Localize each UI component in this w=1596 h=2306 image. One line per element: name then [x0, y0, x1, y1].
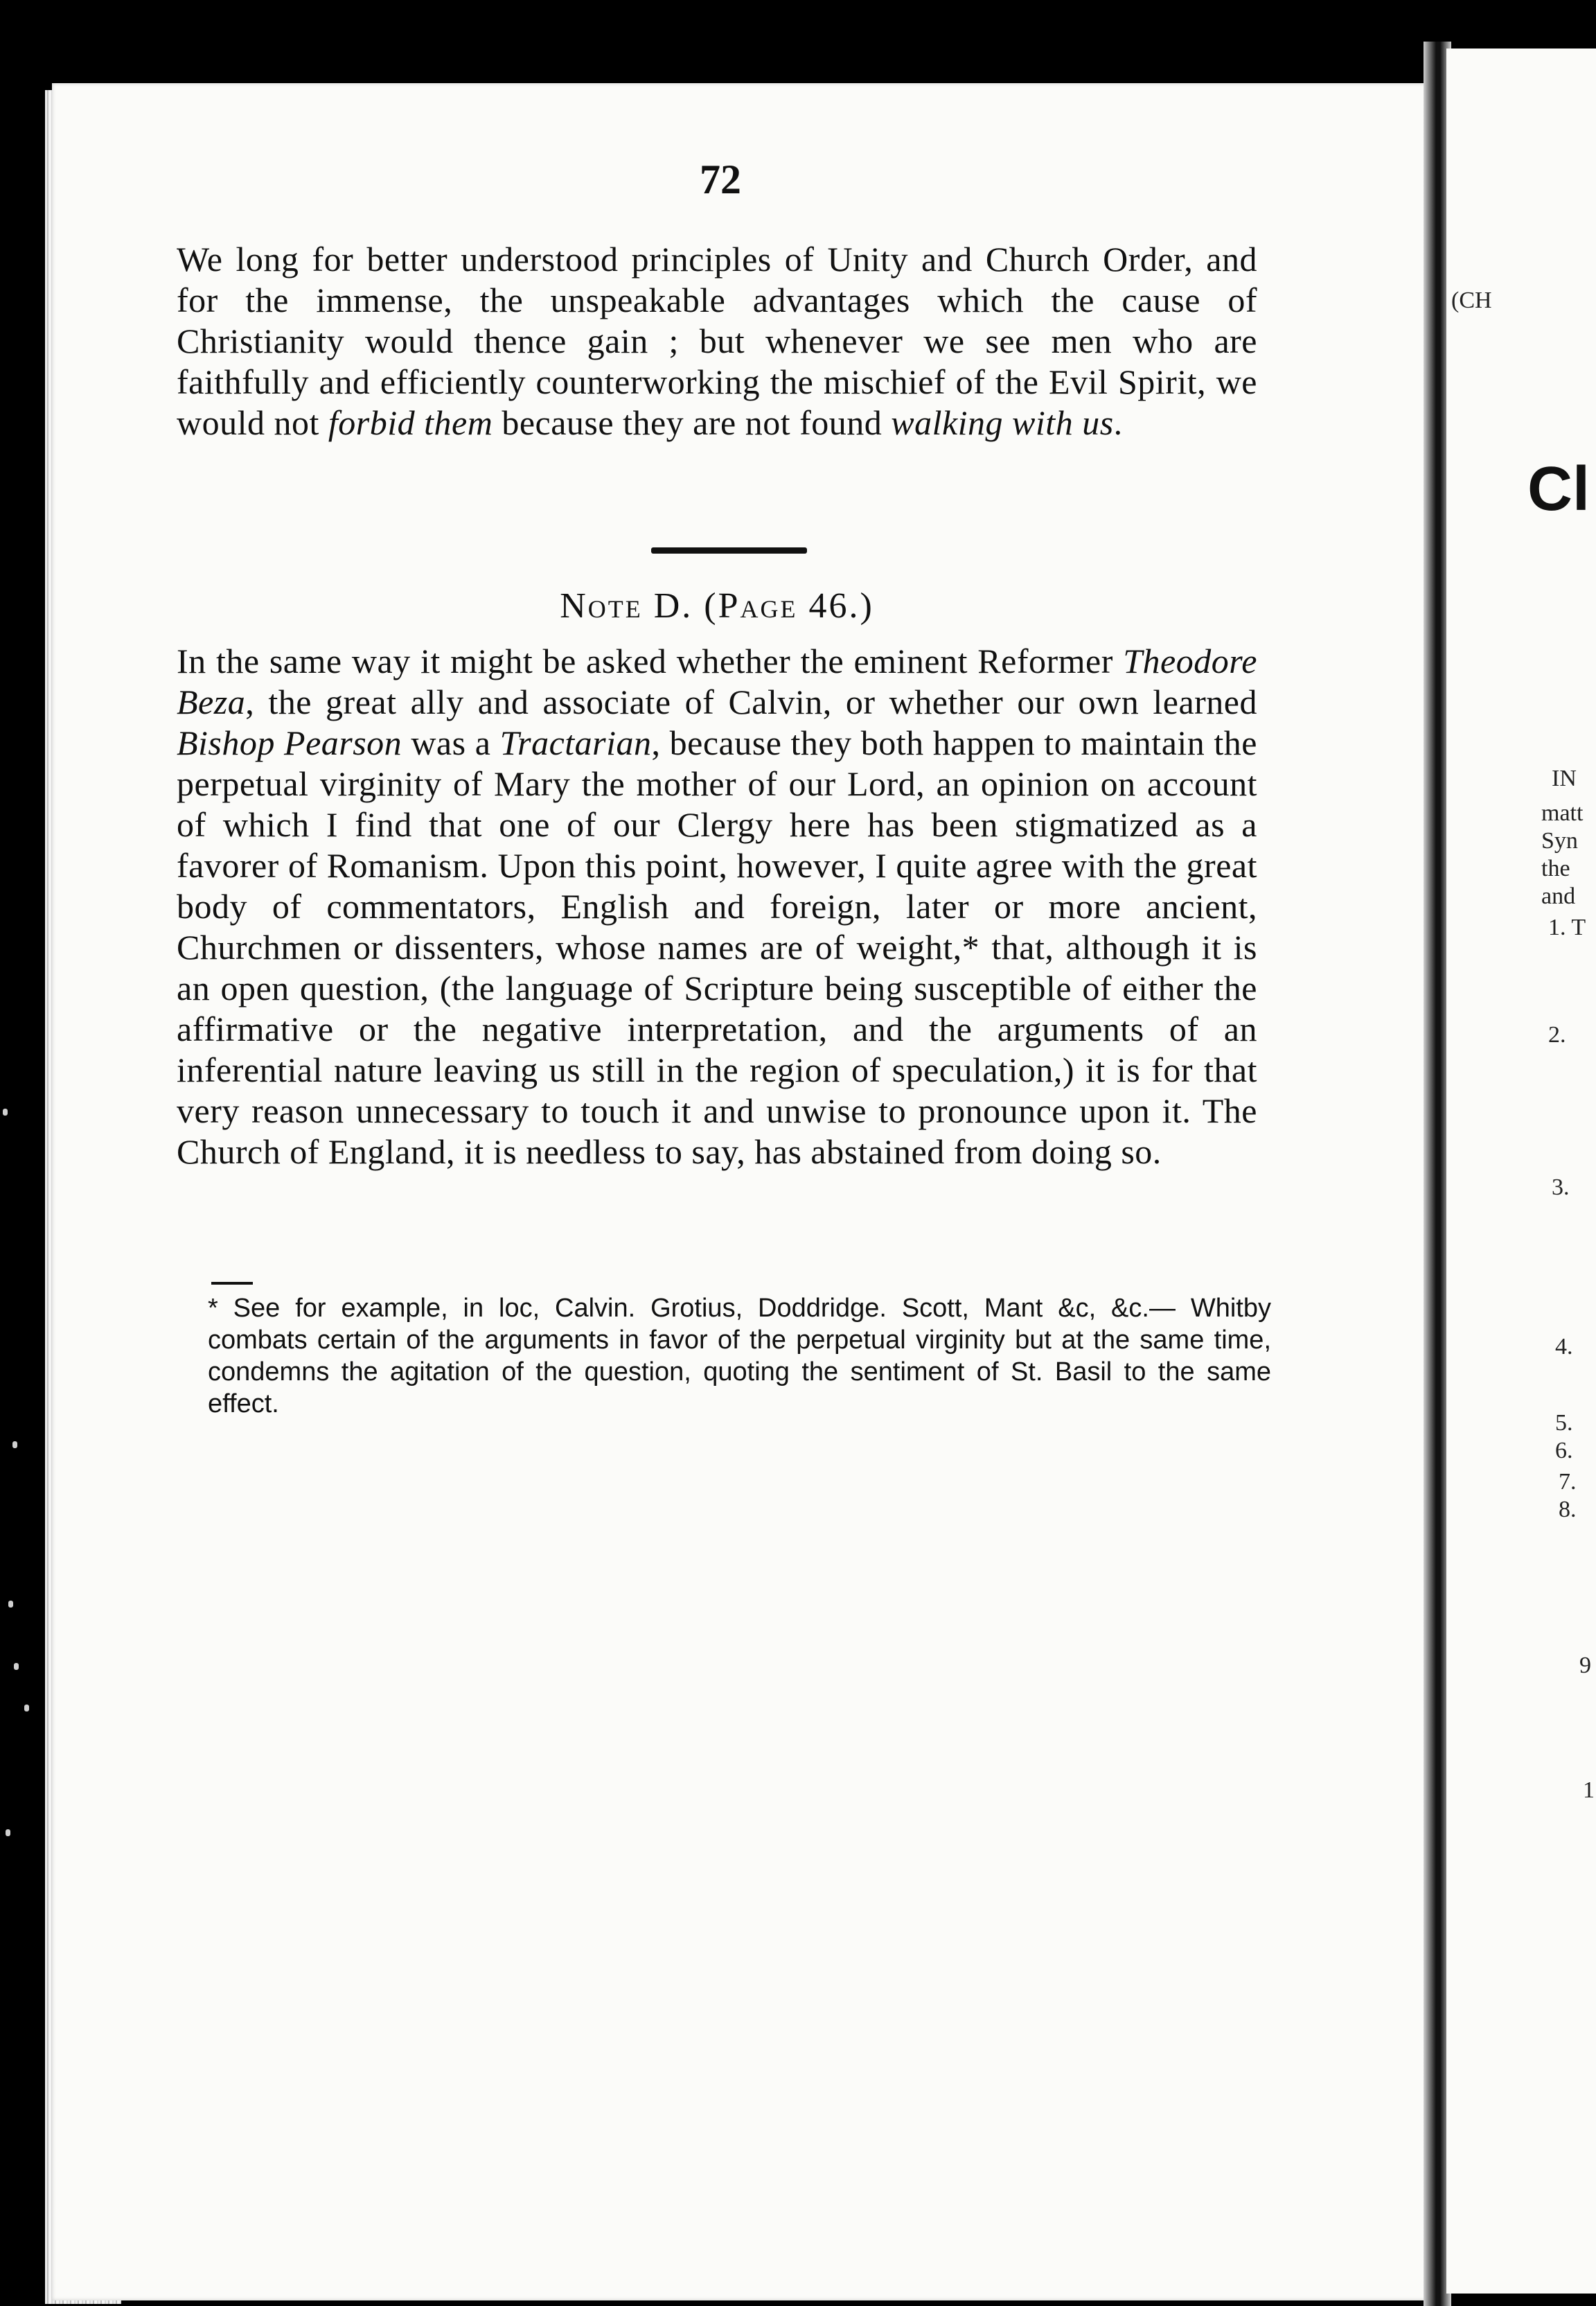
right-page — [1446, 49, 1596, 2294]
right-page-fragment-14: 9 — [1579, 1653, 1591, 1678]
paragraph-2-run-4: was a — [402, 723, 500, 762]
right-page-heading-fragment: Cl — [1527, 455, 1590, 524]
right-page-fragment-3: Syn — [1541, 828, 1578, 854]
paragraph-2-run-1: Theodore Beza — [177, 642, 1257, 721]
right-page-fragment-8: 3. — [1552, 1174, 1570, 1200]
right-page-fragment-5: and — [1541, 883, 1576, 909]
paragraph-1-run-2: because they are not found — [493, 403, 892, 442]
paragraph-1 — [177, 239, 1257, 443]
right-page-fragment-1: IN — [1552, 766, 1577, 791]
right-page-fragment-9: 4. — [1555, 1334, 1573, 1359]
right-page-fragment-6: 1. T — [1548, 915, 1586, 940]
footnote-rule — [211, 1282, 253, 1285]
paragraph-1-run-0: We long for better understood principles of Unity and Church Order, and for the immense, the unspeakable advantages which the cause of Christianity would thence gain ; but whenever we see men who are faithfully and efficiently counterworking the mischief of the Evil Spirit, we would not — [177, 240, 1257, 442]
paragraph-2-run-5: Tractarian — [499, 723, 652, 762]
right-page-fragment-15: 1 — [1583, 1777, 1595, 1803]
section-heading: Note D. (Page 46.) — [560, 586, 874, 626]
paragraph-1-run-4: . — [1113, 403, 1123, 442]
paragraph-2-run-0: In the same way it might be asked whether the eminent Reformer — [177, 642, 1124, 680]
paragraph-1-run-3: walking with us — [891, 403, 1114, 442]
right-page-fragment-4: the — [1541, 856, 1570, 881]
section-divider — [651, 547, 807, 554]
right-page-fragment-11: 6. — [1555, 1438, 1573, 1463]
right-page-fragment-0: (CH — [1451, 288, 1492, 313]
paragraph-2-run-3: Bishop Pearson — [177, 723, 402, 762]
paragraph-1-run-1: forbid them — [328, 403, 493, 442]
right-page-fragment-13: 8. — [1559, 1497, 1577, 1522]
paragraph-2-run-6: , because they both happen to maintain the perpetual virginity of Mary the mother of our Lord, an opinion on account of which I find that one of our Clergy here has been stigmatized as a favorer of Romanism. Upon this point, however, I quite agree with the great body of commentators, English and foreign, later or more ancient, Churchmen or dissenters, whose names are of weight,* that, although it is an open question, (the language of Scripture being susceptible of either the affirmative or the negative interpretation, and the arguments of an inferential nature leaving us still in the region of speculation,) it is for that very reason unnecessary to touch it and unwise to pronounce upon it. The Church of England, it is needless to say, has abstained from doing so. — [177, 723, 1258, 1171]
right-page-fragment-12: 7. — [1559, 1469, 1577, 1495]
paragraph-2-run-2: , the great ally and associate of Calvin, or whether our own learned — [245, 683, 1257, 721]
page-number: 72 — [700, 157, 741, 202]
right-page-fragment-2: matt — [1541, 800, 1584, 826]
right-page-fragment-7: 2. — [1548, 1022, 1566, 1048]
right-page-fragment-10: 5. — [1555, 1410, 1573, 1436]
footnote: * See for example, in loc, Calvin. Grotius, Doddridge. Scott, Mant &c, &c.— Whitby combats certain of the arguments in favor of the perpetual virginity but at the same time, condemns the agitation of the question, quoting the sentiment of St. Basil to the same effect. — [208, 1294, 1271, 1418]
paragraph-2 — [177, 641, 1257, 1172]
